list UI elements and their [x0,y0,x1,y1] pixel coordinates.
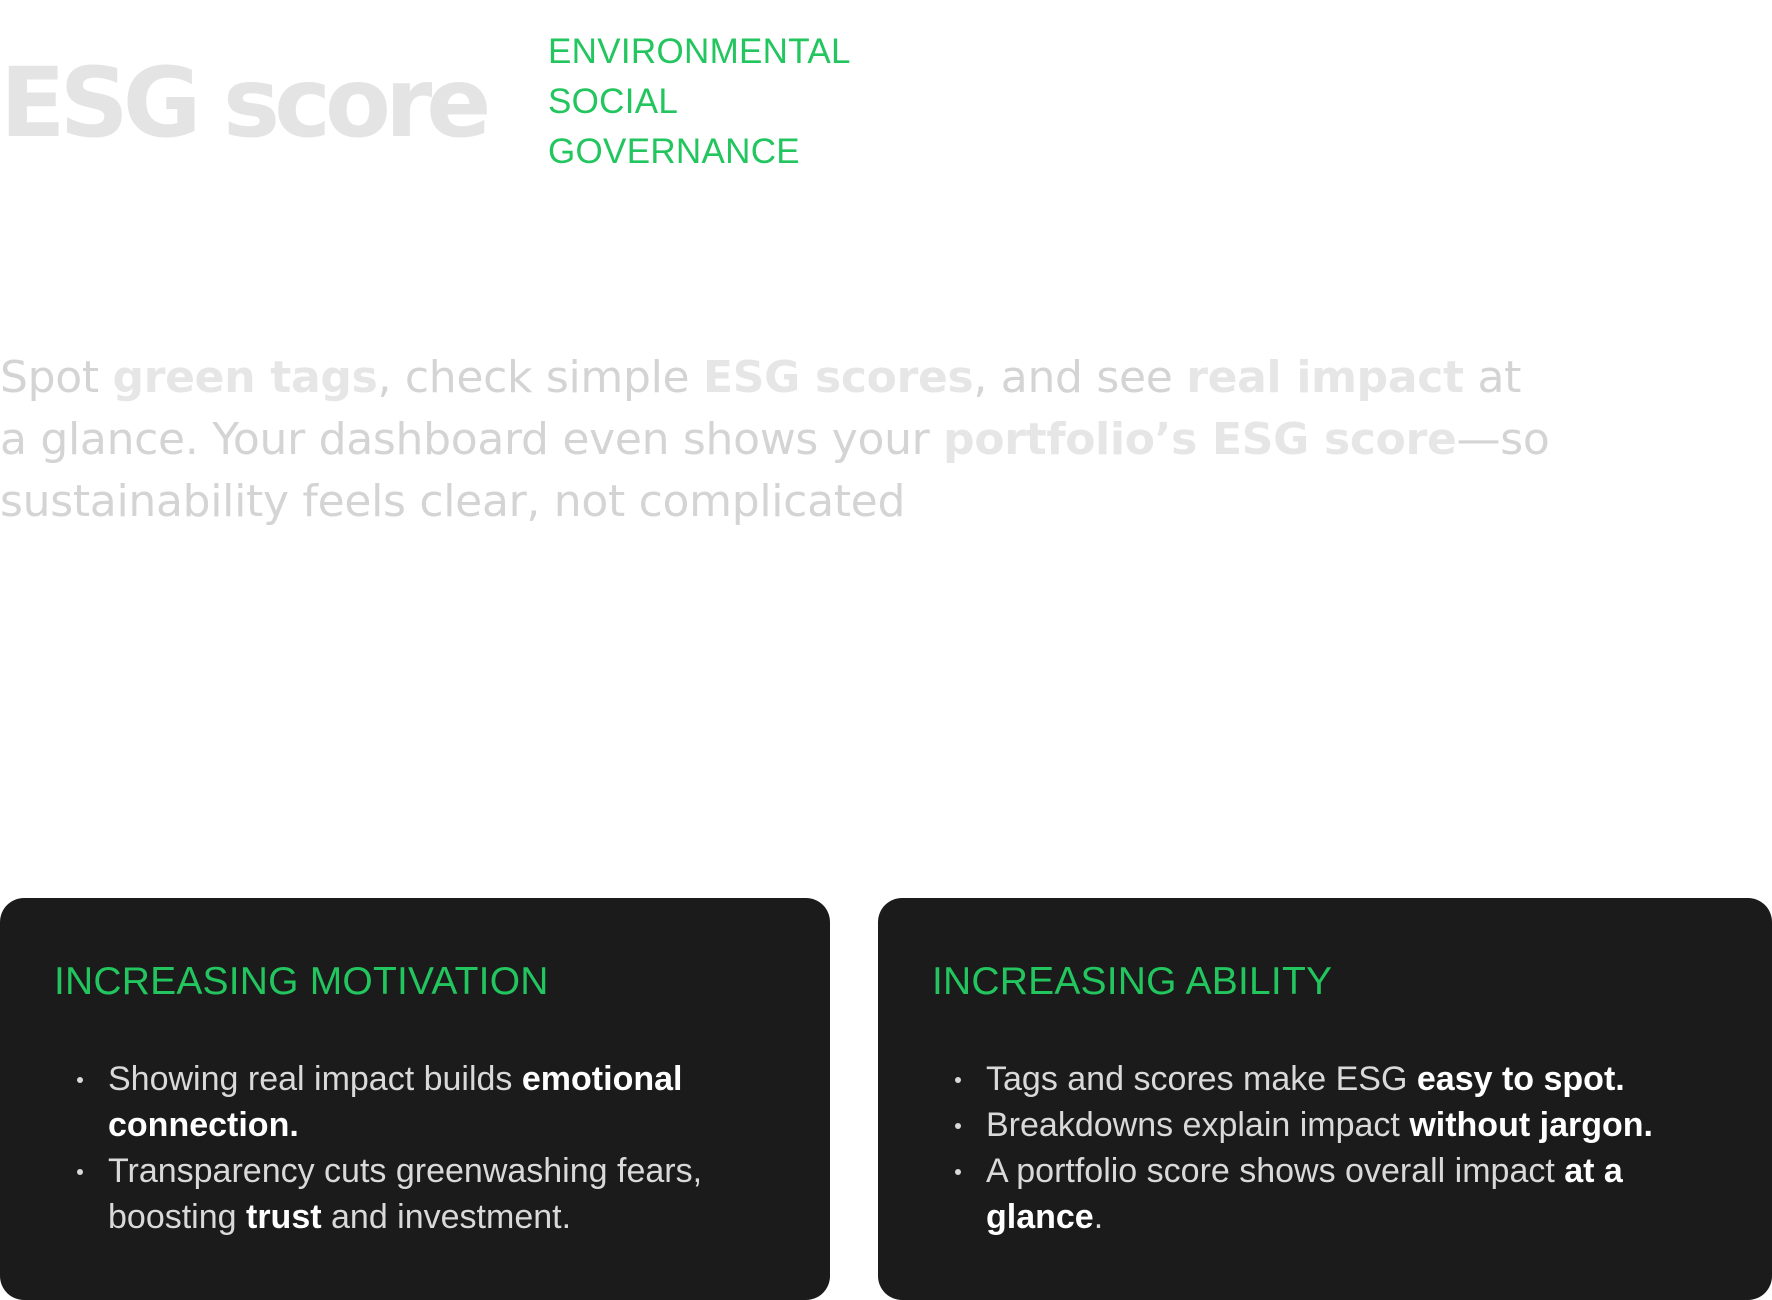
ability-heading: INCREASING ABILITY [932,960,1333,1003]
bullet-text: A portfolio score shows overall impact [986,1152,1565,1190]
intro-highlight-green-tags: green tags [112,352,378,403]
list-item [54,1056,774,1148]
motivation-heading: INCREASING MOTIVATION [54,960,549,1003]
intro-highlight-portfolio-score: portfolio’s ESG score [943,414,1457,465]
acronym-governance: GOVERNANCE [548,132,800,171]
list-item [932,1102,1732,1148]
bullet-emphasis: trust [246,1198,322,1236]
bullet-emphasis: emotional connection. [108,1060,683,1144]
intro-highlight-esg-scores: ESG scores [702,352,974,403]
intro-text: —so sustainability feels clear, not complicated [0,414,1550,527]
ability-card [878,898,1772,1300]
intro-text: , check simple [377,352,703,403]
acronym-social: SOCIAL [548,82,679,121]
bullet-text: Transparency cuts greenwashing fears, boosting [108,1152,703,1236]
bullet-text: Showing real impact builds [108,1060,522,1098]
bullet-emphasis: at a glance [986,1152,1623,1236]
motivation-bullet-list [54,1056,774,1240]
list-item [932,1056,1732,1102]
bullet-text: and investment. [321,1198,572,1236]
intro-highlight-real-impact: real impact [1186,352,1464,403]
page-title: ESG score [0,47,486,159]
list-item [54,1148,774,1240]
intro-text: at a glance. Your dashboard even shows your [0,352,1522,465]
bullet-text: Breakdowns explain impact [986,1106,1410,1144]
intro-text: , and see [973,352,1187,403]
bullet-text: Tags and scores make ESG [986,1060,1417,1098]
bullet-emphasis: easy to spot. [1416,1060,1625,1098]
ability-bullet-list [932,1056,1732,1240]
motivation-card [0,898,830,1300]
bullet-text: . [1093,1198,1104,1236]
acronym-environmental: ENVIRONMENTAL [548,32,851,71]
esg-acronym-list [548,27,851,177]
intro-text: Spot [0,352,113,403]
list-item [932,1148,1732,1240]
bullet-emphasis: without jargon. [1409,1106,1653,1144]
intro-paragraph [0,347,1560,533]
